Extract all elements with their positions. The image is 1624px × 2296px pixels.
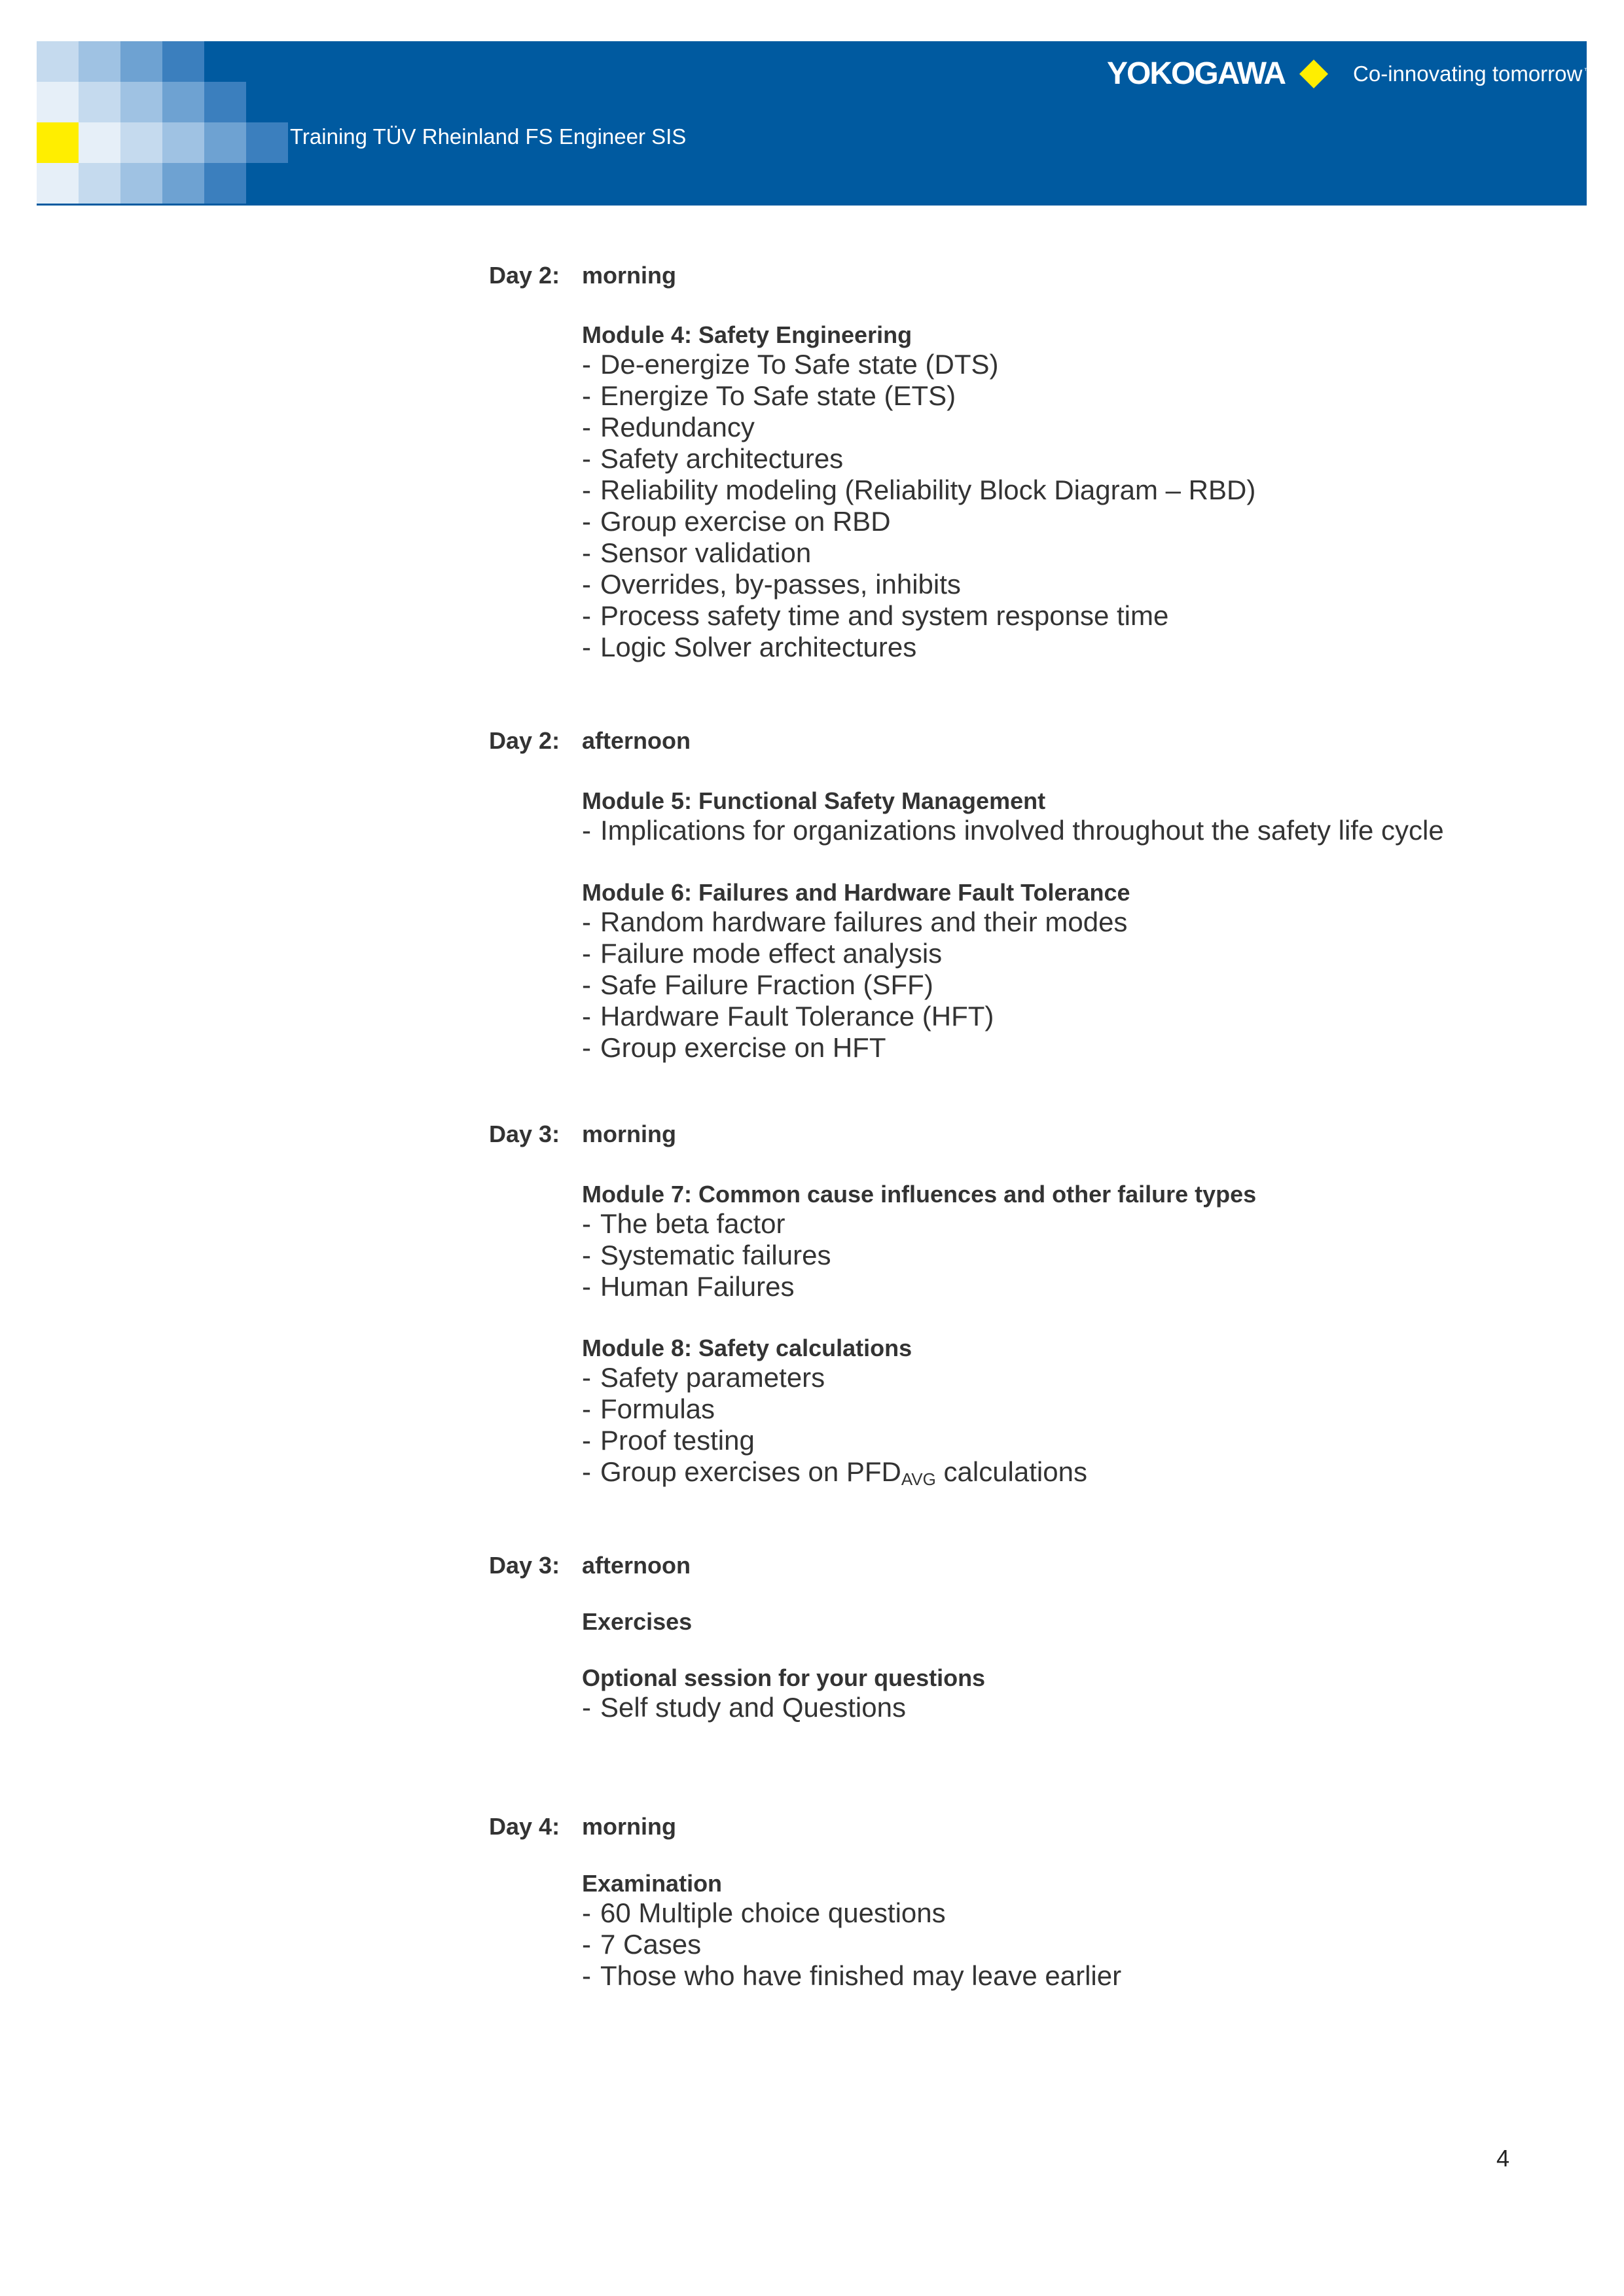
list-item: - The beta factor [582,1208,785,1239]
day-period: morning [582,1813,676,1840]
list-item: - Group exercise on HFT [582,1032,886,1063]
list-item: - Safety architectures [582,443,844,474]
module-title: Module 4: Safety Engineering [582,321,912,348]
yellow-accent-tile [37,122,79,163]
list-item: - Human Failures [582,1271,795,1302]
list-item: - Systematic failures [582,1240,831,1270]
list-item: - Formulas [582,1393,715,1424]
subscript-avg: AVG [901,1469,936,1489]
module-title: Module 7: Common cause influences and other failure types [582,1181,1257,1208]
page-number: 4 [1496,2145,1510,2172]
list-item: - Self study and Questions [582,1692,906,1723]
day-heading [489,727,691,755]
list-item: - Hardware Fault Tolerance (HFT) [582,1001,994,1031]
diamond-icon [1299,60,1328,88]
list-item: - Those who have finished may leave earlier [582,1960,1122,1991]
list-item: - Energize To Safe state (ETS) [582,380,956,411]
list-item: - Group exercises on $PFD_{AVG}$ calculations [582,1456,1087,1489]
module-title: Optional session for your questions [582,1664,986,1691]
list-item: - Reliability modeling (Reliability Block Diagram – RBD) [582,475,1256,505]
module-title: Exercises [582,1608,693,1635]
list-item: - Group exercise on RBD [582,506,891,537]
list-item: - Safety parameters [582,1362,825,1393]
list-item: - Safe Failure Fraction (SFF) [582,969,933,1000]
list-item: - Implications for organizations involved throughout the safety life cycle [582,815,1444,846]
day-label: Day 4: [489,1813,560,1840]
day-label: Day 3: [489,1552,560,1579]
day-heading [489,262,676,289]
day-label: Day 2: [489,262,560,289]
day-period: morning [582,262,676,289]
list-item: - De-energize To Safe state (DTS) [582,349,999,380]
list-item: - 7 Cases [582,1929,702,1960]
list-item: - Proof testing [582,1425,755,1456]
list-item: - Failure mode effect analysis [582,938,943,969]
day-heading [489,1552,691,1579]
list-item: - Sensor validation [582,537,812,568]
list-item: - Random hardware failures and their modes [582,906,1128,937]
day-period: afternoon [582,1552,691,1579]
list-item: - Process safety time and system response time [582,600,1169,631]
header-banner [37,41,1592,206]
list-item: - Logic Solver architectures [582,632,917,662]
day-label: Day 3: [489,1121,560,1147]
day-heading [489,1813,676,1840]
logo-tagline: Co-innovating tomorrow ™ [1353,61,1592,86]
logo-wordmark: YOKOGAWA [1107,56,1286,91]
list-item: - 60 Multiple choice questions [582,1897,946,1928]
list-item: - Overrides, by-passes, inhibits [582,569,961,600]
module-title: Module 8: Safety calculations [582,1335,912,1361]
banner-title: Training TÜV Rheinland FS Engineer SIS [290,124,687,149]
trademark-symbol: ™ [1583,65,1592,75]
module-title: Examination [582,1870,723,1897]
day-heading [489,1121,676,1148]
day-period: afternoon [582,727,691,754]
module-title: Module 6: Failures and Hardware Fault Tolerance [582,879,1130,906]
list-item: - Redundancy [582,412,755,442]
day-period: morning [582,1121,676,1147]
yokogawa-logo [1107,56,1591,92]
day-label: Day 2: [489,727,560,754]
module-title: Module 5: Functional Safety Management [582,787,1046,814]
